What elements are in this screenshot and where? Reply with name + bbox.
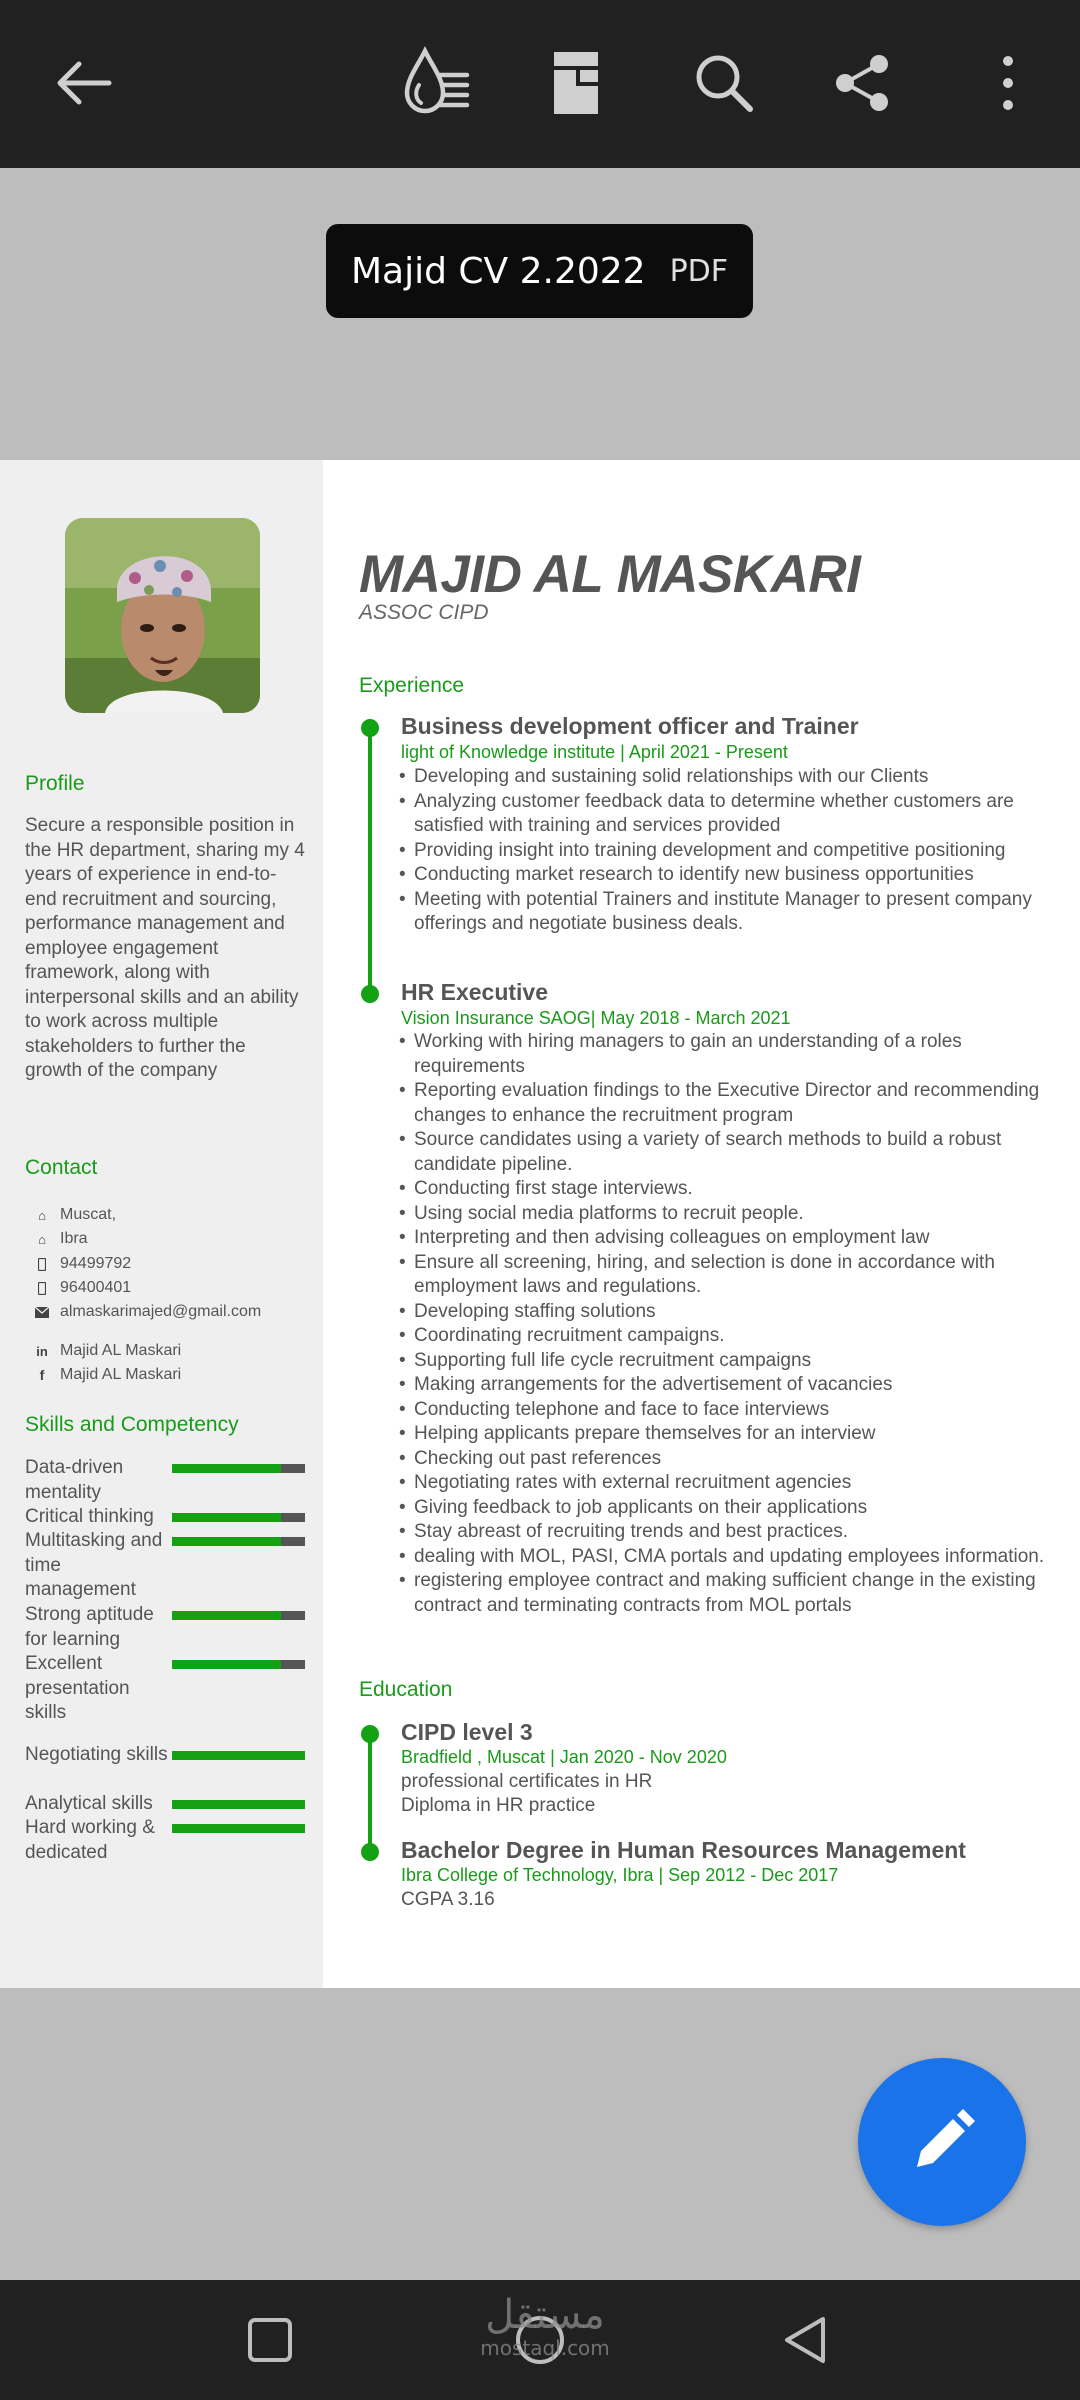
skill-name: Analytical skills (25, 1793, 153, 1814)
facebook-icon: f (39, 1367, 45, 1383)
education-heading: Education (359, 1678, 453, 1701)
contact-facebook[interactable] (34, 1366, 181, 1384)
contact-text: 96400401 (60, 1279, 132, 1296)
skills-heading: Skills and Competency (25, 1413, 239, 1436)
bullet-item: • Supporting full life cycle recruitment campaigns (399, 1349, 1049, 1374)
profile-photo (65, 518, 260, 713)
skill-name: Critical thinking (25, 1506, 154, 1527)
education-detail: CGPA 3.16 (401, 1889, 495, 1910)
contact-text: Muscat, (60, 1206, 117, 1223)
bullet-item: • Conducting market research to identify new business opportunities (399, 863, 1049, 888)
bullet-item: • Developing and sustaining solid relationships with our Clients (399, 765, 1049, 790)
search-icon[interactable] (679, 38, 769, 128)
timeline-dot (361, 1843, 379, 1861)
skill-bar-fill (172, 1660, 281, 1669)
job-company: light of Knowledge institute | April 2021 - Present (401, 742, 788, 762)
back-icon[interactable] (766, 2300, 846, 2380)
liquid-mode-icon[interactable] (390, 38, 480, 128)
bullet-item: • Ensure all screening, hiring, and selection is done in accordance with employment laws and regulations. (399, 1251, 1049, 1300)
job-bullets (399, 765, 1049, 937)
back-arrow-icon[interactable] (38, 38, 128, 128)
bullet-item: • Conducting telephone and face to face interviews (399, 1398, 1049, 1423)
top-toolbar (0, 0, 1080, 168)
skill-name: Data-driven mentality (25, 1457, 124, 1503)
skill-name: Negotiating skills (25, 1744, 168, 1765)
profile-text: Secure a responsible position in the HR department, sharing my 4 years of experience in end-to-end recruitment and sourcing, performance management and employee engagement framework, along with interpersonal skills and an ability to work across multiple stakeholders to further the growth of the company (25, 815, 305, 1081)
bullet-item: • Working with hiring managers to gain an understanding of a roles requirements (399, 1030, 1049, 1079)
job-company: Vision Insurance SAOG| May 2018 - March 2021 (401, 1008, 791, 1028)
more-options-icon[interactable] (963, 38, 1053, 128)
bullet-item: • Making arrangements for the advertisement of vacancies (399, 1373, 1049, 1398)
skill-name: Multitasking and time management (25, 1530, 163, 1600)
contact-text: Ibra (60, 1230, 88, 1247)
education-detail: Diploma in HR practice (401, 1795, 596, 1816)
bullet-item: • Conducting first stage interviews. (399, 1177, 1049, 1202)
profile-heading: Profile (25, 772, 85, 795)
skill-bar-fill (172, 1611, 281, 1620)
skill-bar (172, 1611, 305, 1620)
skill-bar (172, 1537, 305, 1546)
bullet-item: • Using social media platforms to recruit people. (399, 1202, 1049, 1227)
file-name-banner (326, 224, 753, 318)
watermark-arabic: مستقل (485, 2292, 605, 2338)
education-school: Ibra College of Technology, Ibra | Sep 2012 - Dec 2017 (401, 1865, 839, 1885)
contact-phone-1 (34, 1255, 131, 1273)
job-title: Business development officer and Trainer (401, 713, 859, 739)
home-icon: ⌂ (38, 1207, 46, 1223)
cv-subtitle: ASSOC CIPD (359, 601, 489, 624)
file-type: PDF (669, 253, 729, 289)
bullet-item: • Negotiating rates with external recruitment agencies (399, 1471, 1049, 1496)
file-name: Majid CV 2.2022 (350, 250, 646, 292)
experience-timeline (368, 728, 372, 994)
contact-phone-2 (34, 1279, 131, 1297)
bullet-item: • Analyzing customer feedback data to determine whether customers are satisfied with training and services provided (399, 790, 1049, 839)
watermark (460, 2294, 630, 2360)
bullet-item: • Stay abreast of recruiting trends and best practices. (399, 1520, 1049, 1545)
skill-bar-fill (172, 1824, 305, 1833)
edit-button[interactable] (858, 2058, 1026, 2226)
contact-city (34, 1206, 116, 1224)
contact-text: Majid AL Maskari (60, 1366, 182, 1383)
bullet-item: • dealing with MOL, PASI, CMA portals and updating employees information. (399, 1545, 1049, 1570)
skill-bar (172, 1464, 305, 1473)
bullet-item: • Meeting with potential Trainers and institute Manager to present company offerings and negotiate business deals. (399, 888, 1049, 937)
timeline-dot (361, 1725, 379, 1743)
education-timeline (368, 1734, 372, 1852)
share-icon[interactable] (817, 38, 907, 128)
skill-bar (172, 1513, 305, 1522)
skill-name: Excellent presentation skills (25, 1653, 130, 1723)
education-title: CIPD level 3 (401, 1719, 533, 1745)
edit-pencil-icon (907, 2107, 977, 2177)
contact-text: Majid AL Maskari (60, 1342, 182, 1359)
contact-email[interactable] (34, 1303, 261, 1321)
education-school: Bradfield , Muscat | Jan 2020 - Nov 2020 (401, 1747, 727, 1767)
contact-text: almaskarimajed@gmail.com (60, 1303, 262, 1320)
skill-bar (172, 1824, 305, 1833)
bullet-item: • registering employee contract and making sufficient change in the existing contract and terminating contracts from MOL portals (399, 1569, 1049, 1618)
page-layout-icon[interactable] (531, 38, 621, 128)
bullet-item: • Developing staffing solutions (399, 1300, 1049, 1325)
skill-bar (172, 1800, 305, 1809)
mobile-icon (34, 1280, 50, 1296)
experience-heading: Experience (359, 674, 465, 697)
pdf-page[interactable] (0, 460, 1080, 1988)
skill-name: Hard working & dedicated (25, 1817, 155, 1863)
cv-sidebar (0, 460, 323, 1988)
skill-bar-fill (172, 1513, 281, 1522)
skill-bar-fill (172, 1537, 281, 1546)
email-icon (34, 1304, 50, 1320)
linkedin-icon: in (36, 1343, 48, 1359)
skill-name: Strong aptitude for learning (25, 1604, 154, 1650)
skill-bar-fill (172, 1800, 305, 1809)
education-title: Bachelor Degree in Human Resources Management (401, 1837, 966, 1863)
bullet-item: • Helping applicants prepare themselves for an interview (399, 1422, 1049, 1447)
skill-bar-fill (172, 1751, 305, 1760)
timeline-dot (361, 719, 379, 737)
education-detail: professional certificates in HR (401, 1771, 653, 1792)
skill-bar (172, 1751, 305, 1760)
watermark-latin: mostaql.com (480, 2336, 610, 2360)
job-bullets (399, 1030, 1049, 1618)
cv-name: MAJID AL MASKARI (359, 545, 861, 604)
timeline-dot (361, 985, 379, 1003)
contact-heading: Contact (25, 1156, 98, 1179)
bullet-item: • Source candidates using a variety of search methods to build a robust candidate pipeline. (399, 1128, 1049, 1177)
skill-bar-fill (172, 1464, 281, 1473)
bullet-item: • Reporting evaluation findings to the Executive Director and recommending changes to enhance the recruitment program (399, 1079, 1049, 1128)
job-title: HR Executive (401, 979, 549, 1005)
bullet-item: • Interpreting and then advising colleagues on employment law (399, 1226, 1049, 1251)
home-icon: ⌂ (38, 1231, 46, 1247)
skill-bar (172, 1660, 305, 1669)
bullet-item: • Giving feedback to job applicants on their applications (399, 1496, 1049, 1521)
bullet-item: • Providing insight into training development and competitive positioning (399, 839, 1049, 864)
bullet-item: • Coordinating recruitment campaigns. (399, 1324, 1049, 1349)
contact-linkedin[interactable] (34, 1342, 181, 1360)
contact-town (34, 1230, 88, 1248)
mobile-icon (34, 1256, 50, 1272)
contact-text: 94499792 (60, 1255, 132, 1272)
recent-apps-icon[interactable] (230, 2300, 310, 2380)
bullet-item: • Checking out past references (399, 1447, 1049, 1472)
